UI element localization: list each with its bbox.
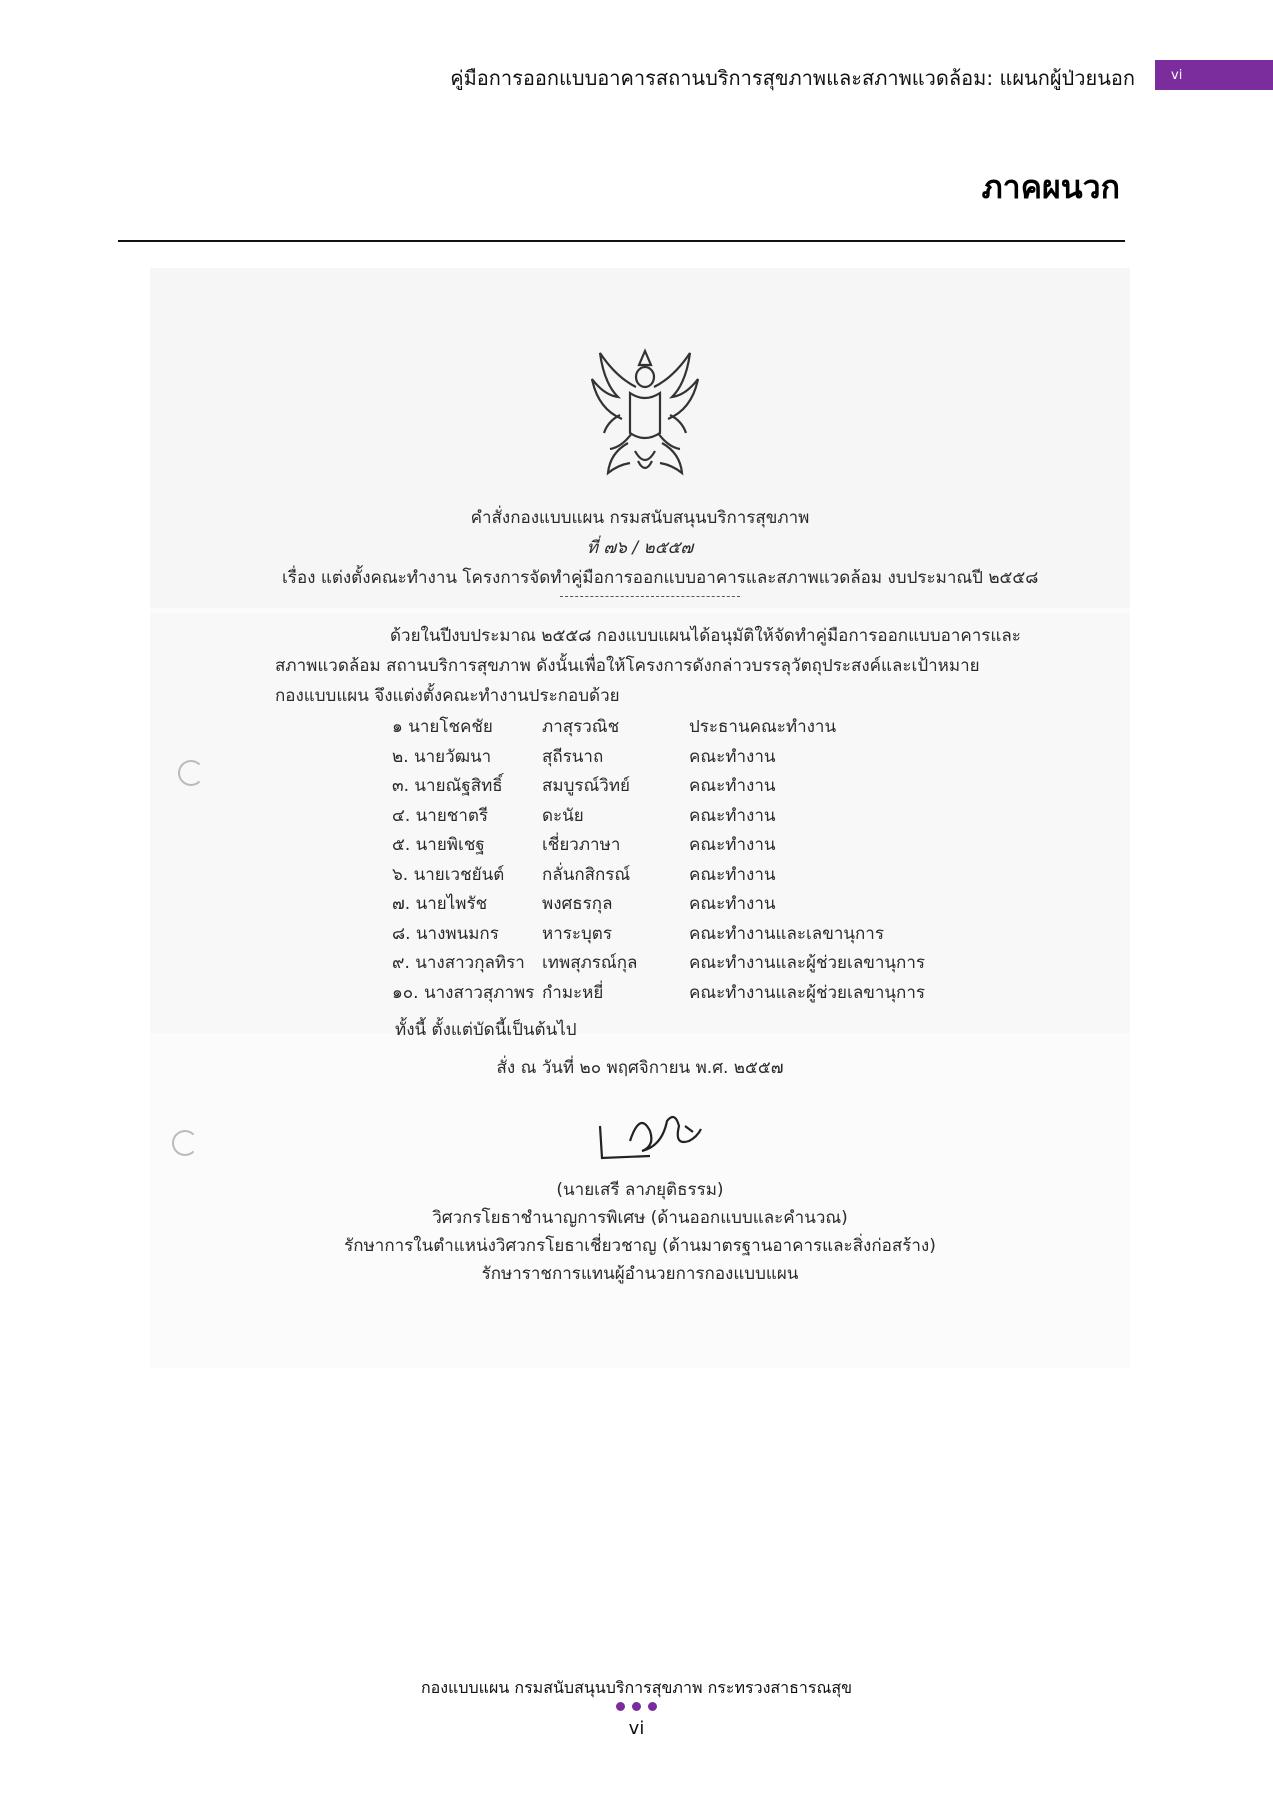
header-title: คู่มือการออกแบบอาคารสถานบริการสุขภาพและสภาพแวดล้อม: แผนกผู้ป่วยนอก [450, 66, 1135, 90]
signer-name: (นายเสรี ลาภยุติธรรม) [556, 1180, 724, 1200]
scanned-order-document [150, 268, 1130, 1368]
signature-mark [590, 1106, 730, 1166]
member-surname: หาระบุตร [542, 923, 612, 944]
order-heading: คำสั่งกองแบบแผน กรมสนับสนุนบริการสุขภาพ [470, 508, 810, 528]
member-role: คณะทำงาน [689, 835, 776, 856]
footer-dot [616, 1702, 625, 1711]
punch-hole-mark [172, 1130, 198, 1156]
member-name: ๕. นายพิเชฐ [392, 835, 485, 856]
paragraph-line: กองแบบแผน จึงแต่งตั้งคณะทำงานประกอบด้วย [275, 686, 620, 706]
page-tab: vi [1155, 60, 1273, 90]
list-item [392, 948, 925, 978]
member-name: ๘. นางพนมกร [392, 923, 499, 944]
footer-dot [648, 1702, 657, 1711]
member-role: คณะทำงาน [689, 746, 776, 767]
member-role: คณะทำงานและเลขานุการ [689, 923, 884, 944]
list-item [392, 860, 925, 890]
member-name: ๑ นายโชคชัย [392, 717, 493, 738]
member-name: ๗. นายไพรัช [392, 894, 488, 915]
footer-dot [632, 1702, 641, 1711]
effective-statement: ทั้งนี้ ตั้งแต่บัดนี้เป็นต้นไป [395, 1020, 577, 1040]
list-item [392, 978, 925, 1008]
member-surname: สมบูรณ์วิทย์ [542, 776, 630, 797]
footer-dots [0, 1702, 1273, 1711]
order-subject: เรื่อง แต่งตั้งคณะทำงาน โครงการจัดทำคู่มือการออกแบบอาคารและสภาพแวดล้อม งบประมาณปี ๒๕๕๘ [282, 568, 1039, 588]
order-date: สั่ง ณ วันที่ ๒๐ พฤศจิกายน พ.ศ. ๒๕๕๗ [496, 1058, 784, 1078]
punch-hole-mark [178, 760, 204, 786]
list-item [392, 830, 925, 860]
member-name: ๓. นายณัฐสิทธิ์ [392, 776, 503, 797]
garuda-emblem-icon [580, 343, 710, 483]
member-role: คณะทำงาน [689, 894, 776, 915]
member-role: คณะทำงานและผู้ช่วยเลขานุการ [689, 953, 925, 974]
order-number: ที่ ๗๖ / ๒๕๕๗ [586, 538, 694, 558]
member-role: คณะทำงาน [689, 805, 776, 826]
member-name: ๖. นายเวชยันต์ [392, 864, 505, 885]
member-surname: กลั่นกสิกรณ์ [542, 864, 631, 885]
member-surname: ดะนัย [542, 805, 584, 826]
list-item [392, 801, 925, 831]
member-role: ประธานคณะทำงาน [689, 717, 837, 738]
footer-page-number: vi [628, 1718, 645, 1739]
member-name: ๙. นางสาวกุลทิรา [392, 953, 525, 974]
list-item [392, 919, 925, 949]
list-item [392, 889, 925, 919]
member-name: ๑๐. นางสาวสุภาพร [392, 982, 535, 1003]
list-item [392, 712, 925, 742]
member-role: คณะทำงานและผู้ช่วยเลขานุการ [689, 982, 925, 1003]
section-rule [118, 240, 1125, 242]
member-surname: เทพสุภรณ์กุล [542, 953, 638, 974]
list-item [392, 771, 925, 801]
paragraph-line: สภาพแวดล้อม สถานบริการสุขภาพ ดังนั้นเพื่อให้โครงการดังกล่าวบรรลุวัตถุประสงค์และเป้าหมาย [275, 656, 980, 676]
member-surname: พงศธรกุล [542, 894, 613, 915]
section-title: ภาคผนวก [981, 168, 1120, 206]
member-name: ๔. นายชาตรี [392, 805, 489, 826]
footer-org: กองแบบแผน กรมสนับสนุนบริการสุขภาพ กระทรวงสาธารณสุข [420, 1678, 853, 1697]
signer-position: รักษาการในตำแหน่งวิศวกรโยธาเชี่ยวชาญ (ด้านมาตรฐานอาคารและสิ่งก่อสร้าง) [344, 1236, 936, 1256]
member-surname: ภาสุรวณิช [542, 717, 620, 738]
list-item [392, 742, 925, 772]
member-role: คณะทำงาน [689, 776, 776, 797]
member-surname: เชี่ยวภาษา [542, 835, 621, 856]
member-surname: กำมะหยี่ [542, 982, 604, 1003]
member-name: ๒. นายวัฒนา [392, 746, 492, 767]
paragraph-line: ด้วยในปีงบประมาณ ๒๕๕๘ กองแบบแผนได้อนุมัติให้จัดทำคู่มือการออกแบบอาคารและ [390, 626, 1021, 646]
member-list [392, 712, 925, 1007]
member-surname: สุถีรนาถ [542, 746, 604, 767]
dashed-divider [560, 596, 740, 597]
signer-position: รักษาราชการแทนผู้อำนวยการกองแบบแผน [481, 1264, 799, 1284]
signer-position: วิศวกรโยธาชำนาญการพิเศษ (ด้านออกแบบและคำนวณ) [432, 1208, 848, 1228]
member-role: คณะทำงาน [689, 864, 776, 885]
